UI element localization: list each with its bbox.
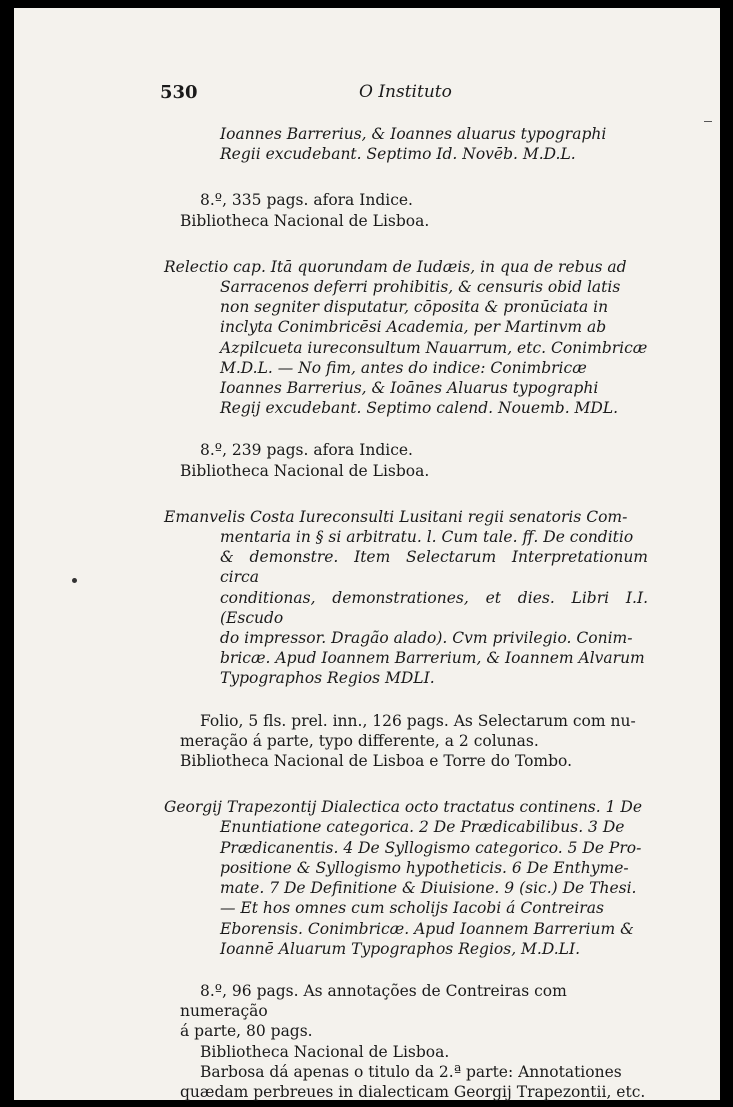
entry-title-line: conditionas, demonstrationes, et dies. Libri I.I. (Escudo xyxy=(220,588,648,627)
entry-title-line: Regij excudebant. Septimo calend. Nouemb. MDL. xyxy=(220,399,619,418)
entry-format-continued: meração á parte, typo differente, a 2 colunas. xyxy=(180,731,539,750)
running-title: O Instituto xyxy=(359,82,452,102)
book-page xyxy=(14,8,720,1100)
entry-note-continued: quædam perbreues in dialecticam Georgij Trapezontii, etc. xyxy=(180,1082,646,1101)
entry-title-line: & demonstre. Item Selectarum Interpretationum circa xyxy=(220,548,648,587)
entry-format-continued: á parte, 80 pags. xyxy=(180,1022,313,1041)
entry-title-line: do impressor. Dragão alado). Cvm privilegio. Conim- xyxy=(220,629,633,648)
margin-mark xyxy=(704,121,712,122)
ink-spot xyxy=(72,578,77,583)
entry-title-line: M.D.L. — No fim, antes do indice: Conimbricæ xyxy=(220,358,587,377)
entry-title-line: inclyta Conimbricēsi Academia, per Martinvm ab xyxy=(220,318,607,337)
entry-title-line: non segniter disputatur, cōposita & pronūciata in xyxy=(220,298,609,317)
entry-title-line: Sarracenos deferri prohibitis, & censuris obid latis xyxy=(220,278,621,297)
entry-location: Bibliotheca Nacional de Lisboa. xyxy=(200,1042,450,1061)
entry-title-line: Azpilcueta iureconsultum Nauarrum, etc. Conimbricæ xyxy=(220,338,648,357)
entry-title-line: Enuntiatione categorica. 2 De Prædicabilibus. 3 De xyxy=(220,818,625,837)
entry-title-line: Regii excudebant. Septimo Id. Novēb. M.D.L. xyxy=(220,145,576,164)
page-content xyxy=(164,124,648,1102)
entry-title-line: Ioannes Barrerius, & Ioannes aluarus typographi xyxy=(220,125,607,143)
bibliography-entry-3 xyxy=(164,507,648,771)
entry-format: 8.º, 335 pags. afora Indice. xyxy=(200,191,413,210)
bibliography-entry-1 xyxy=(164,124,648,231)
entry-title-line: Typographos Regios MDLI. xyxy=(220,669,435,688)
entry-title-line: bricæ. Apud Ioannem Barrerium, & Ioannem Alvarum xyxy=(220,649,645,668)
entry-title-line: Ioannē Aluarum Typographos Regios, M.D.LI. xyxy=(220,939,580,958)
entry-note: Barbosa dá apenas o titulo da 2.ª parte: Annotationes xyxy=(200,1062,622,1081)
entry-title-line: mentaria in § si arbitratu. l. Cum tale. ff. De conditio xyxy=(220,528,634,547)
entry-title-line: Eborensis. Conimbricæ. Apud Ioannem Barrerium & xyxy=(220,919,634,938)
entry-format: 8.º, 96 pags. As annotações de Contreiras com numeração xyxy=(180,981,567,1021)
entry-location: Bibliotheca Nacional de Lisboa. xyxy=(180,211,430,230)
entry-title-line: Relectio cap. Itā quorundam de Iudæis, in qua de rebus ad xyxy=(164,257,627,276)
entry-location: Bibliotheca Nacional de Lisboa e Torre do Tombo. xyxy=(180,752,573,771)
entry-title-line: Ioannes Barrerius, & Ioānes Aluarus typographi xyxy=(220,379,599,398)
entry-title-line: — Et hos omnes cum scholijs Iacobi á Contreiras xyxy=(220,899,604,918)
entry-format: Folio, 5 fls. prel. inn., 126 pags. As Selectarum com nu- xyxy=(200,711,636,730)
entry-title-line: positione & Syllogismo hypotheticis. 6 De Enthyme- xyxy=(220,858,629,877)
entry-title-line: Georgij Trapezontij Dialectica octo tractatus continens. 1 De xyxy=(164,798,643,817)
entry-title-line: Emanvelis Costa Iureconsulti Lusitani regii senatoris Com- xyxy=(164,507,628,526)
page-number: 530 xyxy=(160,82,198,103)
entry-format: 8.º, 239 pags. afora Indice. xyxy=(200,441,413,460)
entry-location: Bibliotheca Nacional de Lisboa. xyxy=(180,461,430,480)
entry-title-line: Prædicanentis. 4 De Syllogismo categorico. 5 De Pro- xyxy=(220,838,642,857)
entry-title-line: mate. 7 De Definitione & Diuisione. 9 (sic.) De Thesi. xyxy=(220,879,637,898)
page-header xyxy=(14,80,720,106)
bibliography-entry-4 xyxy=(164,797,648,1102)
bibliography-entry-2 xyxy=(164,257,648,481)
